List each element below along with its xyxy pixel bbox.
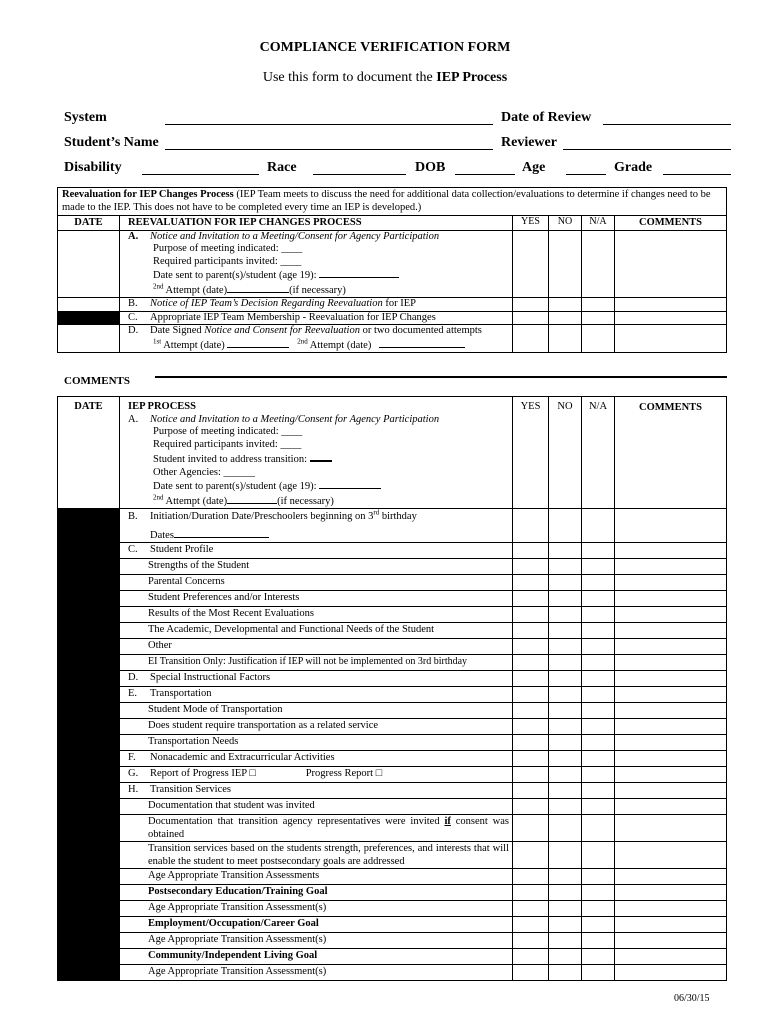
h-item: Postsecondary Education/Training Goal [120, 885, 513, 901]
yes-cell[interactable] [513, 298, 549, 312]
na-cell[interactable] [582, 965, 615, 981]
no-cell[interactable] [549, 917, 582, 933]
letter-g: G. [128, 768, 139, 779]
na-cell[interactable] [582, 325, 615, 353]
yes-cell[interactable] [513, 949, 549, 965]
item-c-text: Student Profile [150, 544, 214, 555]
comments-line[interactable] [155, 376, 727, 378]
item-b-text: Initiation/Duration Date/Preschoolers beginning on 3 [150, 511, 374, 522]
h-item2-if: if [444, 816, 451, 827]
comments-cell[interactable] [615, 719, 727, 735]
attempt-2-label: Attempt (date) [307, 339, 372, 351]
item-h-text: Transition Services [150, 784, 231, 795]
col-no: NO [549, 397, 582, 509]
item-f-text: Nonacademic and Extracurricular Activities [150, 752, 335, 763]
no-cell[interactable] [549, 842, 582, 869]
item-a-sub4 [128, 283, 509, 298]
comments-cell[interactable] [615, 311, 727, 325]
intro-bold: Reevaluation for IEP Changes Process [62, 189, 234, 200]
h-item: Transition services based on the students strength, preferences, and interests that will enable the student to meet postsecondary goals are addressed [120, 842, 513, 869]
comments-cell[interactable] [615, 815, 727, 842]
comments-cell[interactable] [615, 591, 727, 607]
comments-cell[interactable] [615, 869, 727, 885]
c-item: Student Preferences and/or Interests [120, 591, 513, 607]
col-process: IEP PROCESS [128, 401, 196, 412]
letter-a: A. [128, 230, 139, 242]
item-b [120, 298, 513, 312]
dob-field[interactable] [455, 174, 515, 175]
age-label: Age [522, 160, 546, 175]
item-c [120, 543, 513, 559]
no-cell[interactable] [549, 543, 582, 559]
reevaluation-intro [58, 188, 727, 216]
item-d-text-italic: Notice and Consent for Reevaluation [204, 325, 360, 336]
blank-line[interactable] [227, 338, 289, 348]
item-a-sub4: Other Agencies: ______ [153, 466, 256, 478]
yes-cell[interactable] [513, 933, 549, 949]
comments-cell[interactable] [615, 842, 727, 869]
comments-cell[interactable] [615, 559, 727, 575]
item-d-text1: Date Signed [150, 325, 205, 336]
yes-cell[interactable] [513, 885, 549, 901]
no-cell[interactable] [549, 671, 582, 687]
c-item: Other [120, 639, 513, 655]
comments-cell[interactable] [615, 751, 727, 767]
subtitle-prefix: Use this form to document the [262, 70, 433, 85]
no-cell[interactable] [549, 885, 582, 901]
form-subtitle [0, 70, 770, 86]
col-comments: COMMENTS [615, 397, 727, 509]
na-cell[interactable] [582, 842, 615, 869]
na-cell[interactable] [582, 799, 615, 815]
no-cell[interactable] [549, 325, 582, 353]
item-a-sub6 [128, 494, 509, 509]
item-c [120, 311, 513, 325]
date-of-review-field[interactable] [603, 124, 731, 125]
item-a-sub1: Purpose of meeting indicated: ____ [153, 426, 303, 437]
yes-cell[interactable] [513, 703, 549, 719]
e-item: Does student require transportation as a related service [120, 719, 513, 735]
na-cell[interactable] [582, 311, 615, 325]
item-a-sub2: Required participants invited: ____ [153, 438, 302, 450]
na-cell[interactable] [582, 671, 615, 687]
item-a-sub3 [128, 268, 509, 283]
item-a-text: Notice and Invitation to a Meeting/Consent for Agency Participation [150, 230, 440, 242]
col-yes: YES [513, 397, 549, 509]
yes-cell[interactable] [513, 799, 549, 815]
item-e [120, 687, 513, 703]
c-item: Results of the Most Recent Evaluations [120, 607, 513, 623]
yes-cell[interactable] [513, 623, 549, 639]
comments-cell[interactable] [615, 933, 727, 949]
blank-line[interactable] [379, 338, 465, 348]
comments-cell[interactable] [615, 767, 727, 783]
yes-cell[interactable] [513, 575, 549, 591]
yes-cell[interactable] [513, 311, 549, 325]
no-cell[interactable] [549, 815, 582, 842]
comments-cell[interactable] [615, 965, 727, 981]
item-g [120, 767, 513, 783]
na-cell[interactable] [582, 719, 615, 735]
comments-cell[interactable] [615, 623, 727, 639]
subtitle-bold: IEP Process [436, 70, 508, 85]
date-cell-c-blacked [58, 311, 120, 325]
no-cell[interactable] [549, 311, 582, 325]
date-of-review-label: Date of Review [501, 110, 592, 125]
blank-line[interactable] [227, 494, 277, 504]
h-item: Documentation that student was invited [120, 799, 513, 815]
item-d-attempts [128, 338, 509, 353]
reviewer-label: Reviewer [501, 135, 557, 150]
comments-cell[interactable] [615, 949, 727, 965]
yes-cell[interactable] [513, 869, 549, 885]
c-item: Parental Concerns [120, 575, 513, 591]
form-title: COMPLIANCE VERIFICATION FORM [259, 40, 511, 55]
na-cell[interactable] [582, 783, 615, 799]
h-item: Employment/Occupation/Career Goal [120, 917, 513, 933]
col-process: REEVALUATION FOR IEP CHANGES PROCESS [120, 216, 513, 231]
col-date: DATE [58, 216, 120, 231]
h-item2-text: Documentation that transition agency representatives were invited [148, 816, 445, 827]
yes-cell[interactable] [513, 671, 549, 687]
na-cell[interactable] [582, 869, 615, 885]
sup-1st: 1st [153, 337, 162, 345]
letter-c: C. [128, 311, 138, 323]
na-cell[interactable] [582, 559, 615, 575]
item-d [120, 671, 513, 687]
no-cell[interactable] [549, 933, 582, 949]
item-b-text-end: birthday [379, 511, 417, 522]
item-a-text: Notice and Invitation to a Meeting/Consent for Agency Participation [150, 413, 440, 425]
na-cell[interactable] [582, 687, 615, 703]
no-cell[interactable] [549, 687, 582, 703]
comments-label: COMMENTS [64, 375, 130, 387]
na-cell[interactable] [582, 509, 615, 543]
item-b [120, 509, 513, 543]
na-cell[interactable] [582, 623, 615, 639]
item-a-sub5-text: Date sent to parent(s)/student (age 19): [153, 481, 317, 492]
na-cell[interactable] [582, 933, 615, 949]
no-cell[interactable] [549, 559, 582, 575]
c-item: The Academic, Developmental and Functional Needs of the Student [120, 623, 513, 639]
na-cell[interactable] [582, 703, 615, 719]
no-cell[interactable] [549, 607, 582, 623]
na-cell[interactable] [582, 575, 615, 591]
disability-field[interactable] [142, 174, 259, 175]
item-d-text: Special Instructional Factors [150, 672, 271, 683]
item-h [120, 783, 513, 799]
item-d [120, 325, 513, 353]
date-column-blacked [58, 509, 120, 981]
yes-cell[interactable] [513, 607, 549, 623]
no-cell[interactable] [549, 623, 582, 639]
no-cell[interactable] [549, 949, 582, 965]
item-a-sub5 [128, 479, 509, 494]
na-cell[interactable] [582, 607, 615, 623]
item-a-sub3-text: Date sent to parent(s)/student (age 19): [153, 270, 317, 281]
yes-cell[interactable] [513, 842, 549, 869]
item-a-sub4-end: (if necessary) [289, 284, 346, 296]
letter-b: B. [128, 298, 138, 309]
col-date: DATE [58, 397, 120, 509]
reviewer-field[interactable] [563, 149, 731, 150]
yes-cell[interactable] [513, 965, 549, 981]
no-cell[interactable] [549, 298, 582, 312]
item-d-text2: or two documented attempts [359, 325, 482, 336]
h-item [120, 815, 513, 842]
item-a-sub2: Required participants invited: ____ [153, 255, 302, 267]
na-cell[interactable] [582, 949, 615, 965]
yes-cell[interactable] [513, 767, 549, 783]
na-cell[interactable] [582, 901, 615, 917]
yes-cell[interactable] [513, 325, 549, 353]
yes-cell[interactable] [513, 719, 549, 735]
item-a-sub3-text: Student invited to address transition: [153, 454, 307, 465]
na-cell[interactable] [582, 639, 615, 655]
footer-date: 06/30/15 [674, 993, 710, 1004]
yes-cell[interactable] [513, 815, 549, 842]
comments-cell[interactable] [615, 607, 727, 623]
na-cell[interactable] [582, 591, 615, 607]
item-b-text: for IEP [382, 298, 416, 309]
na-cell[interactable] [582, 230, 615, 298]
system-label: System [64, 110, 107, 125]
h-item: Age Appropriate Transition Assessments [120, 869, 513, 885]
dob-label: DOB [415, 160, 446, 175]
no-cell[interactable] [549, 767, 582, 783]
comments-cell[interactable] [615, 687, 727, 703]
c-item: EI Transition Only: Justification if IEP will not be implemented on 3rd birthday [120, 655, 513, 671]
yes-cell[interactable] [513, 735, 549, 751]
col-na: N/A [582, 397, 615, 509]
checkbox-icon[interactable]: □ [375, 768, 383, 779]
sup-2nd: 2nd [297, 337, 308, 345]
comments-cell[interactable] [615, 509, 727, 543]
no-cell[interactable] [549, 901, 582, 917]
no-cell[interactable] [549, 230, 582, 298]
na-cell[interactable] [582, 885, 615, 901]
item-b-text-italic: Notice of IEP Team’s Decision Regarding Reevaluation [150, 298, 383, 309]
letter-c: C. [128, 544, 138, 555]
checkbox-icon[interactable]: □ [249, 768, 256, 779]
sup-2nd: 2nd [153, 282, 164, 290]
h-item: Age Appropriate Transition Assessment(s) [120, 901, 513, 917]
race-field[interactable] [313, 174, 406, 175]
na-cell[interactable] [582, 298, 615, 312]
yes-cell[interactable] [513, 655, 549, 671]
blank-line[interactable] [319, 268, 399, 278]
na-cell[interactable] [582, 751, 615, 767]
dates-label: Dates [150, 529, 174, 541]
yes-cell[interactable] [513, 639, 549, 655]
comments-cell[interactable] [615, 639, 727, 655]
letter-d: D. [128, 325, 139, 336]
grade-field[interactable] [663, 174, 731, 175]
no-cell[interactable] [549, 751, 582, 767]
item-a-sub6-text: Attempt (date) [163, 495, 228, 507]
yes-cell[interactable] [513, 901, 549, 917]
comments-cell[interactable] [615, 735, 727, 751]
disability-label: Disability [64, 160, 122, 175]
sup-2nd: 2nd [153, 493, 164, 501]
item-a-sub4-text: Attempt (date) [163, 284, 228, 296]
c-item: Strengths of the Student [120, 559, 513, 575]
h-item2-text-end: consent was obtained [148, 816, 510, 840]
col-comments: COMMENTS [615, 216, 727, 231]
date-cell-b[interactable] [58, 298, 120, 312]
na-cell[interactable] [582, 735, 615, 751]
blank-line[interactable] [319, 479, 381, 489]
no-cell[interactable] [549, 639, 582, 655]
na-cell[interactable] [582, 655, 615, 671]
yes-cell[interactable] [513, 591, 549, 607]
no-cell[interactable] [549, 735, 582, 751]
letter-e: E. [128, 688, 138, 699]
yes-cell[interactable] [513, 509, 549, 543]
no-cell[interactable] [549, 575, 582, 591]
iep-process-table [57, 396, 727, 981]
no-cell[interactable] [549, 783, 582, 799]
blank-line[interactable] [174, 528, 269, 538]
yes-cell[interactable] [513, 543, 549, 559]
no-cell[interactable] [549, 703, 582, 719]
comments-cell[interactable] [615, 901, 727, 917]
system-field[interactable] [165, 124, 493, 125]
yes-cell[interactable] [513, 559, 549, 575]
item-c-text: Appropriate IEP Team Membership - Reevaluation for IEP Changes [150, 311, 436, 323]
na-cell[interactable] [582, 543, 615, 559]
item-e-text: Transportation [150, 688, 212, 699]
students-name-label: Student’s Name [64, 135, 159, 150]
h-item: Age Appropriate Transition Assessment(s) [120, 933, 513, 949]
e-item: Transportation Needs [120, 735, 513, 751]
comments-cell[interactable] [615, 783, 727, 799]
item-a-sub1: Purpose of meeting indicated: ____ [153, 243, 303, 254]
item-a [120, 397, 513, 509]
comments-cell[interactable] [615, 543, 727, 559]
letter-a: A. [128, 413, 139, 425]
item-f [120, 751, 513, 767]
h-item: Age Appropriate Transition Assessment(s) [120, 965, 513, 981]
age-field[interactable] [566, 174, 606, 175]
no-cell[interactable] [549, 591, 582, 607]
blank-line[interactable] [227, 283, 289, 293]
yes-cell[interactable] [513, 917, 549, 933]
comments-cell[interactable] [615, 230, 727, 298]
yes-cell[interactable] [513, 687, 549, 703]
reevaluation-table [57, 187, 727, 353]
col-no: NO [549, 216, 582, 231]
date-cell-a[interactable] [58, 230, 120, 298]
letter-h: H. [128, 784, 139, 795]
no-cell[interactable] [549, 799, 582, 815]
comments-cell[interactable] [615, 325, 727, 353]
letter-b: B. [128, 511, 138, 522]
comments-cell[interactable] [615, 671, 727, 687]
e-item: Student Mode of Transportation [120, 703, 513, 719]
comments-cell[interactable] [615, 655, 727, 671]
item-g-text2: Progress Report [305, 768, 374, 779]
grade-label: Grade [614, 160, 653, 175]
item-a-sub6-end: (if necessary) [277, 495, 334, 507]
h-item: Community/Independent Living Goal [120, 949, 513, 965]
comments-cell[interactable] [615, 917, 727, 933]
yes-cell[interactable] [513, 230, 549, 298]
intro-text: (IEP Team meets to discuss the need for additional data collection/evaluations to determine if changes need to be made to the IEP. This does not have to be completed every time an IEP is developed.) [62, 189, 711, 213]
yes-cell[interactable] [513, 783, 549, 799]
na-cell[interactable] [582, 767, 615, 783]
comments-cell[interactable] [615, 799, 727, 815]
sup-rd: rd [373, 508, 380, 517]
date-cell-d[interactable] [58, 325, 120, 353]
yes-cell[interactable] [513, 751, 549, 767]
col-yes: YES [513, 216, 549, 231]
item-a [120, 230, 513, 298]
letter-d: D. [128, 672, 139, 683]
race-label: Race [267, 160, 297, 175]
attempt-1-label: Attempt (date) [161, 339, 225, 351]
na-cell[interactable] [582, 917, 615, 933]
students-name-field[interactable] [165, 149, 493, 150]
comments-cell[interactable] [615, 298, 727, 312]
no-cell[interactable] [549, 655, 582, 671]
comments-cell[interactable] [615, 575, 727, 591]
comments-cell[interactable] [615, 885, 727, 901]
comments-cell[interactable] [615, 703, 727, 719]
col-na: N/A [582, 216, 615, 231]
no-cell[interactable] [549, 965, 582, 981]
item-a-sub3 [128, 451, 509, 467]
blank-line[interactable] [310, 451, 332, 462]
no-cell[interactable] [549, 869, 582, 885]
no-cell[interactable] [549, 509, 582, 543]
na-cell[interactable] [582, 815, 615, 842]
letter-f: F. [128, 752, 136, 763]
item-g-text: Report of Progress IEP [150, 768, 247, 779]
no-cell[interactable] [549, 719, 582, 735]
